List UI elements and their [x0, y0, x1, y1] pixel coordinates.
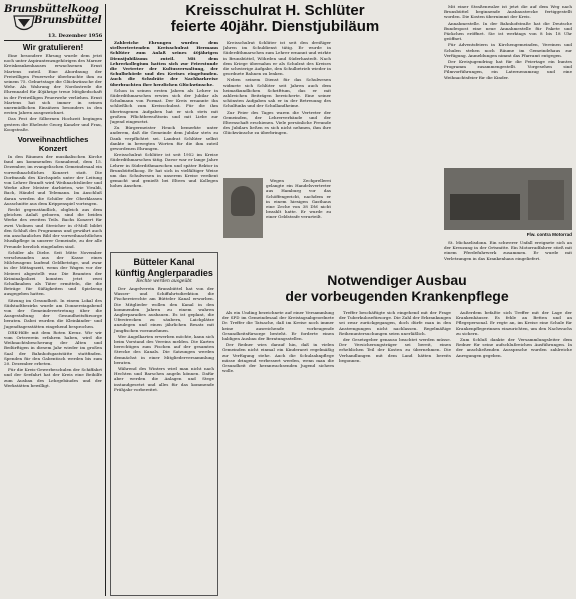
kanal-headline2: künftig Anglerparadies — [115, 268, 213, 278]
lead-paragraph: Zahlreiche Ehrungen wurden dem stellvertretenden Kreisschulrat Hermann Schlüter zum Anlaß seines 40jährigen Dienstjubiläums zuteil. Mit dem Lehrerkollegium hatten sich zur Feierstunde die Vertreter der Kultusverwaltung, der Schulbehörde und des Kreises eingefunden. Auch die Schulräte der Nachbarkreise überbrachten ihre herzlichen Glückwünsche. — [110, 40, 218, 87]
paragraph: Der Redner wies darauf hin, daß in vielen Gemeinden nicht einmal ein Kinderarzt regelmäßig zur Verfügung stehe. Auch die Schulzahnpflege müsse dringend verbessert werden, wenn man die Gesundheit der heranwachsenden Jugend sichern wolle. — [222, 342, 334, 374]
paragraph: DRK-Hilfe mit dem Roten Kreuz. Wir wir vom Ortsverein erfahren haben, wird die Weihnachtsbescherung der Alten und Bedürftigen in diesem Jahr wieder im großen Saal der Bahnhofsgaststätte stattfinden. Spenden für den Gabentisch werden bis zum 20. Dezember erbeten. — [4, 329, 102, 366]
column-3 — [223, 40, 331, 176]
masthead-line1: Brunsbüttelkoog — [4, 4, 99, 15]
headline-gratulation: Wir gratulieren! — [22, 43, 84, 52]
paragraph: Treffer beschäftigte sich eingehend mit der Frage der Tuberkulosefürsorge. Die Zahl der Erkrankungen sei zwar zurückgegangen, doch dürfe man in den Anstrengungen nicht nachlassen. Regelmäßige Reihenuntersuchungen seien unerläßlich. — [339, 310, 451, 336]
krankenpflege-headline-line2: der vorbeugenden Krankenpflege — [285, 288, 509, 304]
masthead-line2: Brunsbüttel — [34, 15, 102, 26]
main-headline — [110, 3, 440, 35]
paragraph: Zum Schluß dankte der Versammlungsleiter dem Redner für seine aufschlußreichen Ausführungen. In der anschließenden Aussprache wurden zahlreiche Anregungen gegeben. — [456, 337, 572, 358]
paragraph: der Gesetzgeber genauso beachtet werden müsse. Der Versicherungsträger sei bereit, einen erheblichen Teil der Kosten zu übernehmen. Die Verhandlungen mit dem Land hätten bereits begonnen. — [339, 337, 451, 363]
krankenpflege-headline — [222, 272, 572, 304]
paragraph: Wer Angelkarten erwerben möchte, kann sich beim Vorstand des Vereins melden. Die Karten berechtigen zum Fischen auf der gesamten Strecke des Kanals. Die Satzungen werden demnächst in einer Mitgliederversammlung beraten. — [114, 333, 214, 365]
kanal-body — [111, 284, 217, 395]
krankenpflege-col-3 — [456, 310, 572, 596]
headline-konzert: Vorweihnachtliches Konzert — [17, 135, 89, 154]
main-headline-line1: Kreisschulrat H. Schlüter — [185, 2, 365, 19]
paragraph: Das Fest der Silbernen Hochzeit begingen gestern die Eheleute Georg Kanzler und Frau, Koogstraße. — [4, 116, 102, 132]
paragraph: In den Räumen der musikalischen Kirche fand am kommenden Sonnabend, dem 15. Dezember, im evangelischen Gemeindesaal ein vorweihnachtliches Konzert statt. Die Dorfmusik des Kirchspiels unter der Leitung von Lehrer Brandt wird Weihnachtslieder und Werke alter Meister darbieten, wie Vivaldi, Bach, Händel und Telemann. Im Anschluß daran werden die Schüler der Oberklassen Ausschnitte aus dem Krippenspiel vortragen. — [4, 154, 102, 206]
paragraph: Annahmestelle. In der Bahnhofstraße hat die Deutsche Bundespost eine neue Annahmestelle für Pakete und Päckchen eröffnet. Sie ist werktags von 8 bis 18 Uhr geöffnet. — [444, 20, 572, 42]
paragraph: Der Kreisjugendring hat für die Feiertage ein buntes Programm zusammengestellt. Vorgesehen sind Filmvorführungen, ein Laternenumzug und eine Weihnachtsfeier für die Kinder. — [444, 59, 572, 80]
paragraph: Wegen Zechprellerei gelangte ein Handelsvertreter aus Hamburg vor das Schöffengericht, nachdem er in einem hiesigen Gasthaus eine Zeche von 38 DM nicht bezahlt hatte. Er wurde zu einer Geldstrafe verurteilt. — [266, 178, 331, 220]
kanal-headline1: Bütteler Kanal — [133, 257, 195, 267]
paragraph: Für Adventsfeiern in Kirchengemeinden, Vereinen und Schulen stehen noch Räume im Gemeindehaus zur Verfügung. Anmeldungen nimmt das Pfarramt entgegen. — [444, 42, 572, 58]
photo-unfall — [444, 168, 572, 230]
paragraph: Als ein Unding bezeichnete auf einer Versammlung der SPD im Gemeindesaal der Kreistagsabgeordnete Dr. Treffer die Tatsache, daß im Kreise noch immer keine ausreichende vorbeugende Gesundheitsfürsorge besteht. Er forderte einen baldigen Ausbau der Beratungsstellen. — [222, 310, 334, 342]
paragraph: Zu Bürgermeister Heuck bemerkte unter anderem, daß die Gemeinde dem Jubilar stets zu Dank verpflichtet sei. Landrat Schlüter selbst dankte in bewegten Worten für die ihm zuteil gewordenen Ehrungen. — [110, 125, 218, 152]
kanal-article-box — [110, 252, 218, 596]
column-1 — [4, 42, 102, 389]
paragraph: Für die Kreis-Gewerbeschulen der Schiffahrt und der Seefahrt hat der Kreis eine Beihilfe zum Ausbau des Lehrgebäudes und der Werkstätten bewilligt. — [4, 367, 102, 388]
paragraph: St. Michaelisdonn. Ein schwerer Unfall ereignete sich an der Kreuzung in der Ortsmitte. Ein Motorradfahrer stieß mit einem Pferdefuhrwerk zusammen. Er wurde mit Verletzungen in das Krankenhaus eingeliefert. — [444, 240, 572, 261]
paragraph: Kreisschulrat Schlüter ist seit den dreißiger Jahren im Schuldienst tätig. Er wurde in Süderdithmarschen zum Lehrer ernannt und wirkte in Brunsbüttel, Wöhrden und Süderhastedt. Nach dem Kriege übernahm er als Schulrat des Kreises die schwierige Aufgabe, den Schulbetrieb wieder in geordnete Bahnen zu lenken. — [223, 40, 331, 77]
unfall-text — [444, 240, 572, 270]
photo-side-text — [266, 178, 331, 248]
krankenpflege-col-1 — [222, 310, 334, 596]
paragraph: Schüler als Diebe. Seit Mitte November verschwanden aus der Kasse eines Milchwagens laufend Geldbeträge, und zwar in der Mittagszeit, wenn der Wagen vor der Meierei abgestellt war. Die Beamten der Kriminalpolizei konnten jetzt zwei Schulknaben als Täter ermitteln, die die Beträge für Süßigkeiten und Spielzeug ausgegeben hatten. — [4, 249, 102, 297]
town-crest-icon — [12, 14, 36, 33]
krankenpflege-headline-line1: Notwendiger Ausbau — [327, 272, 467, 288]
kanal-subline: Rechte werden ausgeübt — [136, 279, 192, 284]
main-headline-line2: feierte 40jähr. Dienstjubiläum — [170, 18, 380, 35]
issue-date: 13. Dezember 1956 — [48, 33, 103, 39]
paragraph: Während des Winters wird man nicht nach Hechten und Barschen angeln können. Dafür aber werden die Anlagen und Stege instandgesetzt und alles für das kommende Frühjahr vorbereitet. — [114, 366, 214, 392]
paragraph: Eine besondere Ehrung wurde dem jetzt noch unter Aspirantenzugehörigen des Marner Kreiskrankenhauses erwachsenen Ernst Martens zuteil. Eine Abordnung der Freiwilligen Feuerwehr überbrachte ihm zu seinem 75. Geburtstage die Glückwünsche der Wehr. Als Wahrung der Nordostrede die Ehrennadel für 40jährige treue Mitgliedschaft in der Freiwilligen Feuerwehr verliehen. Ernst Martens hat sich immer in seinen unermüdlichen Einsätzen besonders in den ersten Jahren ausgezeichnet. — [4, 53, 102, 116]
paragraph: Mit einer Straßenwalze ist jetzt die auf dem Weg nach Brunsbüttel beginnende Ausbaustrecke fertiggestellt worden. Die Kosten übernimmt der Kreis. — [444, 4, 572, 20]
paragraph: Recht gegenständlich, obgleich aus dem gleichen Anlaß geboren, sind die beiden Werke des zweiten Teils. Bachs Konzert für zwei Violinen und Streicher in d-Moll bildet den Schluß des Programms und gewährt auch ein anschauliches Bild der vorweihnachtlichen Musikpflege in unserer Gemeinde, zu der alle Freunde herzlich eingeladen sind. — [4, 207, 102, 249]
paragraph: Zur Feier des Tages waren die Vertreter der Gemeinden, der Lehrerverbände und der Elternschaft erschienen. Viele persönliche Freunde des Jubilars ließen es sich nicht nehmen, ihm ihre Glückwünsche zu überbringen. — [223, 109, 331, 136]
column-divider — [105, 4, 106, 596]
column-2 — [110, 40, 218, 252]
paragraph: Neben seinem Dienst für das Schulwesen widmete sich Schlüter seit Jahren auch dem heimatkundlichen Schrifttum, das er mit zahlreichen Beiträgen bereicherte. Eine seiner schönsten Aufgaben sah er in der Betreuung des Schulfunks und der Schullandheime. — [223, 77, 331, 109]
masthead-rule — [4, 40, 102, 41]
photo-caption-title: Flw. contra Motorrad — [526, 232, 572, 237]
paragraph: Schon in seinen ersten Jahren als Lehrer in Süderdithmarschen erwies sich der Jubilar als Schulmann von Format. Der Kreis ernannte ihn schließlich zum Kreisschulrat. Für die ihm übertragenen Aufgaben hat er sich stets mit großem Pflichtbewußtsein und mit Liebe zur Jugend eingesetzt. — [110, 87, 218, 125]
krankenpflege-col-2 — [339, 310, 451, 596]
paragraph: Kreisschulrat Schlüter ist seit 1952 im Kreise Süderdithmarschen tätig. Davor war er lange Jahre Lehrer in Süderdithmarschen und später Rektor in Brunsbüttelkoog. Er hat sich in vielfältiger Weise um das Schulwesen in unserem Kreise verdient gemacht und genießt bei Eltern und Kollegen hohes Ansehen. — [110, 152, 218, 189]
photo-jubilar — [223, 178, 263, 238]
paragraph: Außerdem befaßte sich Treffer mit der Lage der Krankenhäuser. Es fehle an Betten und an Pflegepersonal. Er regte an, im Kreise eine Schule für Krankenpflegerinnen einzurichten, um den Nachwuchs zu sichern. — [456, 310, 572, 336]
column-4 — [444, 4, 572, 164]
paragraph: Sitzung im Gesundheit. In einem Lokal des Südstadtbezirks wurde am Donnerstagabend von der Gemeindevertretung über die Ausgestaltung der Gesundheitsfürsorge beraten. Dabei wurden die Kleinkinder- und Jugendtagesstätten eingehend besprochen. — [4, 297, 102, 329]
paragraph: Der Angelverein Brunsbüttel hat von der Wasser- und Schiffahrtsdirektion die Fischereirechte am Bütteler Kanal erworben. Die Mitglieder wollen den Kanal in den kommenden Jahren zu einem wahren Anglerparadies ausbauen. Es ist geplant, die Uferstrecken zu säubern, Laichplätze anzulegen und einen jährlichen Besatz mit Jungfischen vorzunehmen. — [114, 286, 214, 333]
